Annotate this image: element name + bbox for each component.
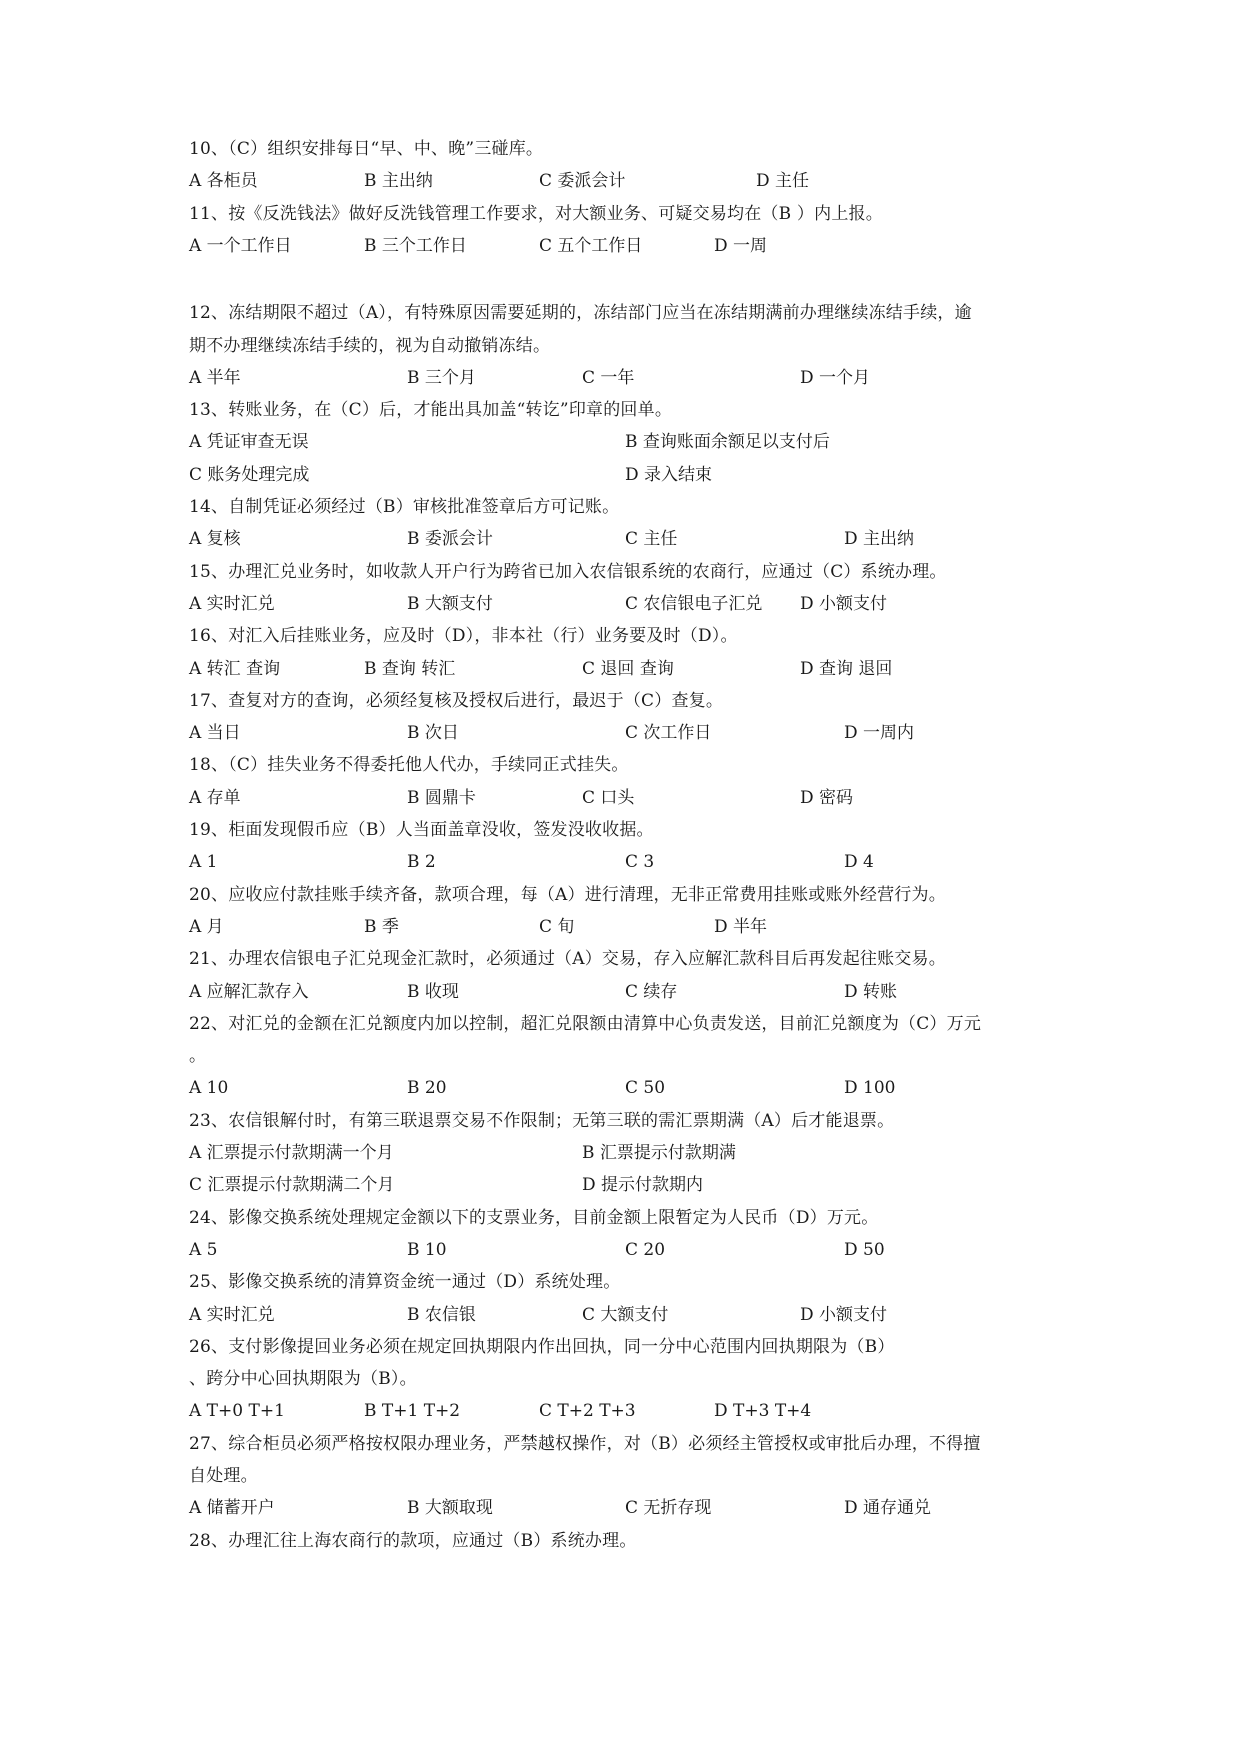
option-a: A 汇票提示付款期满一个月 bbox=[189, 1143, 394, 1163]
question-text: 23、农信银解付时，有第三联退票交易不作限制；无第三联的需汇票期满（A）后才能退票。 bbox=[189, 1110, 895, 1131]
options-row bbox=[189, 658, 1069, 680]
option-d: D T+3 T+4 bbox=[714, 1401, 812, 1422]
options-row bbox=[189, 851, 1069, 873]
option-d: D 半年 bbox=[714, 916, 768, 937]
options-row bbox=[189, 431, 1069, 453]
question-text: 14、自制凭证必须经过（B）审核批准签章后方可记账。 bbox=[189, 497, 620, 517]
question-text: 24、影像交换系统处理规定金额以下的支票业务，目前金额上限暂定为人民币（D）万元。 bbox=[189, 1207, 879, 1228]
option-b: B T+1 T+2 bbox=[364, 1401, 461, 1422]
question-text-continued: 、跨分中心回执期限为（B）。 bbox=[189, 1369, 417, 1390]
option-c: C 主任 bbox=[625, 529, 678, 550]
option-d: D 100 bbox=[844, 1078, 896, 1099]
option-b: B 主出纳 bbox=[364, 171, 433, 192]
option-a: A 5 bbox=[189, 1239, 218, 1260]
question-text: 13、转账业务，在（C）后，才能出具加盖“转讫”印章的回单。 bbox=[189, 400, 673, 421]
option-b: B 收现 bbox=[407, 981, 459, 1002]
option-a: A 各柜员 bbox=[189, 171, 258, 192]
question-text: 28、办理汇往上海农商行的款项，应通过（B）系统办理。 bbox=[189, 1530, 637, 1551]
option-d: D 小额支付 bbox=[800, 1304, 888, 1325]
option-c: C 3 bbox=[625, 852, 655, 873]
option-a: A 月 bbox=[189, 916, 224, 937]
option-a: A 转汇 查询 bbox=[189, 658, 281, 679]
options-row bbox=[189, 170, 1069, 192]
option-b: B 查询 转汇 bbox=[364, 658, 456, 679]
option-d: D 转账 bbox=[844, 981, 898, 1002]
options-row bbox=[189, 464, 1069, 486]
question-text: 15、办理汇兑业务时，如收款人开户行为跨省已加入农信银系统的农商行，应通过（C）系统办理。 bbox=[189, 561, 947, 582]
option-b: B 10 bbox=[407, 1239, 447, 1260]
option-b: B 20 bbox=[407, 1078, 447, 1099]
option-a: A 一个工作日 bbox=[189, 235, 292, 256]
question-text-continued: 期不办理继续冻结手续的，视为自动撤销冻结。 bbox=[189, 335, 551, 356]
options-row bbox=[189, 916, 1069, 938]
option-d: D 4 bbox=[844, 852, 874, 873]
option-d: D 录入结束 bbox=[625, 464, 713, 485]
question-text: 18、（C）挂失业务不得委托他人代办，手续同正式挂失。 bbox=[189, 755, 629, 776]
option-c: C 无折存现 bbox=[625, 1498, 712, 1519]
question-text: 16、对汇入后挂账业务，应及时（D），非本社（行）业务要及时（D）。 bbox=[189, 626, 738, 647]
option-a: A 10 bbox=[189, 1078, 229, 1099]
option-d: D 一周内 bbox=[844, 723, 915, 744]
option-b: B 三个工作日 bbox=[364, 235, 467, 256]
option-b: B 2 bbox=[407, 852, 436, 873]
option-c: C 20 bbox=[625, 1239, 666, 1260]
option-c: C 五个工作日 bbox=[539, 235, 643, 256]
options-row bbox=[189, 1497, 1069, 1519]
option-a: A 存单 bbox=[189, 787, 241, 808]
option-c: C 大额支付 bbox=[582, 1304, 669, 1325]
options-row bbox=[189, 528, 1069, 550]
question-text: 25、影像交换系统的清算资金统一通过（D）系统处理。 bbox=[189, 1272, 621, 1293]
options-row bbox=[189, 367, 1069, 389]
option-c: C 一年 bbox=[582, 367, 635, 388]
question-text: 20、应收应付款挂账手续齐备，款项合理，每（A）进行清理，无非正常费用挂账或账外经营行为。 bbox=[189, 884, 946, 905]
options-row bbox=[189, 593, 1069, 615]
option-c: C 汇票提示付款期满二个月 bbox=[189, 1175, 395, 1196]
option-c: C 50 bbox=[625, 1078, 666, 1099]
question-text: 19、柜面发现假币应（B）人当面盖章没收，签发没收收据。 bbox=[189, 820, 654, 840]
option-b: B 农信银 bbox=[407, 1304, 476, 1325]
question-text-continued: 。 bbox=[189, 1046, 207, 1067]
option-a: A 半年 bbox=[189, 367, 241, 388]
option-d: D 主出纳 bbox=[844, 529, 915, 550]
option-b: B 委派会计 bbox=[407, 529, 493, 550]
question-text: 17、查复对方的查询，必须经复核及授权后进行，最迟于（C）查复。 bbox=[189, 690, 724, 711]
option-d: D 一周 bbox=[714, 235, 768, 256]
options-row bbox=[189, 235, 1069, 257]
option-d: D 小额支付 bbox=[800, 593, 888, 614]
options-row bbox=[189, 787, 1069, 809]
option-a: A 复核 bbox=[189, 529, 241, 550]
options-row bbox=[189, 1174, 1069, 1196]
option-b: B 汇票提示付款期满 bbox=[582, 1143, 736, 1163]
option-a: A 实时汇兑 bbox=[189, 593, 275, 614]
option-c: C 旬 bbox=[539, 916, 575, 937]
option-c: C 口头 bbox=[582, 787, 635, 808]
option-c: C 账务处理完成 bbox=[189, 464, 310, 485]
option-c: C 农信银电子汇兑 bbox=[625, 593, 763, 614]
option-a: A 储蓄开户 bbox=[189, 1498, 275, 1519]
question-text: 21、办理农信银电子汇兑现金汇款时，必须通过（A）交易，存入应解汇款科目后再发起往账交易。 bbox=[189, 949, 946, 970]
option-a: A 1 bbox=[189, 852, 218, 873]
option-d: D 一个月 bbox=[800, 367, 871, 388]
option-d: D 50 bbox=[844, 1239, 885, 1260]
options-row bbox=[189, 1077, 1069, 1099]
question-text: 26、支付影像提回业务必须在规定回执期限内作出回执，同一分中心范围内回执期限为（B） bbox=[189, 1336, 895, 1357]
option-c: C T+2 T+3 bbox=[539, 1401, 636, 1422]
option-b: B 查询账面余额足以支付后 bbox=[625, 432, 830, 453]
options-row bbox=[189, 1304, 1069, 1326]
question-text-continued: 自处理。 bbox=[189, 1466, 258, 1486]
option-c: C 退回 查询 bbox=[582, 658, 674, 679]
option-c: C 续存 bbox=[625, 981, 678, 1002]
option-b: B 大额支付 bbox=[407, 593, 493, 614]
option-b: B 圆鼎卡 bbox=[407, 787, 476, 808]
options-row bbox=[189, 722, 1069, 744]
option-d: D 密码 bbox=[800, 787, 854, 808]
question-text: 22、对汇兑的金额在汇兑额度内加以控制，超汇兑限额由清算中心负责发送，目前汇兑额度为（C）万元 bbox=[189, 1013, 982, 1034]
option-a: A 实时汇兑 bbox=[189, 1304, 275, 1325]
option-c: C 委派会计 bbox=[539, 171, 626, 192]
options-row bbox=[189, 981, 1069, 1003]
option-b: B 三个月 bbox=[407, 367, 476, 388]
option-a: A T+0 T+1 bbox=[189, 1401, 285, 1422]
option-d: D 提示付款期内 bbox=[582, 1175, 704, 1196]
option-d: D 通存通兑 bbox=[844, 1498, 932, 1519]
option-c: C 次工作日 bbox=[625, 723, 712, 744]
options-row bbox=[189, 1239, 1069, 1261]
options-row bbox=[189, 1400, 1069, 1422]
option-b: B 次日 bbox=[407, 723, 459, 744]
options-row bbox=[189, 1142, 1069, 1164]
question-text: 12、冻结期限不超过（A），有特殊原因需要延期的，冻结部门应当在冻结期满前办理继续冻结手续，逾 bbox=[189, 303, 972, 324]
option-a: A 当日 bbox=[189, 723, 241, 744]
question-text: 10、（C）组织安排每日“早、中、晚”三碰库。 bbox=[189, 139, 544, 159]
question-text: 27、综合柜员必须严格按权限办理业务，严禁越权操作，对（B）必须经主管授权或审批后办理，不得擅 bbox=[189, 1433, 981, 1454]
option-d: D 查询 退回 bbox=[800, 658, 893, 679]
option-b: B 季 bbox=[364, 916, 399, 937]
question-text: 11、按《反洗钱法》做好反洗钱管理工作要求，对大额业务、可疑交易均在（B ）内上报。 bbox=[189, 203, 883, 224]
option-b: B 大额取现 bbox=[407, 1498, 493, 1519]
option-a: A 应解汇款存入 bbox=[189, 981, 309, 1002]
option-a: A 凭证审查无误 bbox=[189, 432, 309, 453]
option-d: D 主任 bbox=[756, 171, 810, 192]
